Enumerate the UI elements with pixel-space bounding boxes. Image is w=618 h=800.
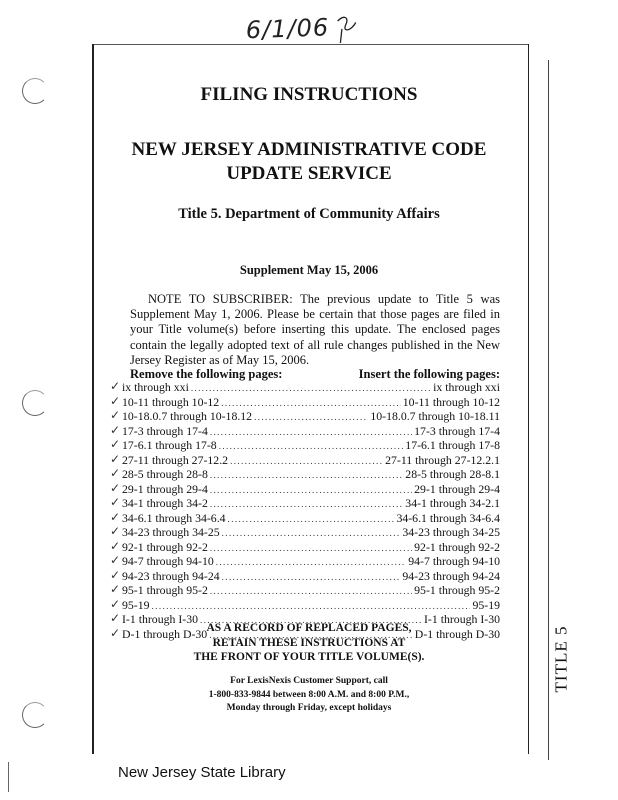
dot-leader [152, 599, 471, 614]
remove-pages: 17-3 through 17-4 [122, 423, 208, 438]
dot-leader [230, 454, 383, 469]
insert-pages: 92-1 through 92-2 [414, 539, 500, 554]
binder-hole-icon [22, 390, 48, 416]
insert-pages: 10-11 through 10-12 [402, 394, 500, 409]
insert-pages: 29-1 through 29-4 [414, 481, 500, 496]
dot-leader [219, 439, 404, 454]
insert-header: Insert the following pages: [358, 367, 500, 381]
list-item [110, 538, 500, 555]
list-item [110, 393, 500, 410]
list-item [110, 495, 500, 511]
checkmark-icon: ✓ [110, 466, 121, 480]
list-item [110, 379, 500, 395]
remove-pages: ix through xxi [122, 380, 189, 394]
insert-pages: D-1 through D-30 [414, 626, 500, 641]
support-line: For LexisNexis Customer Support, call [230, 676, 388, 686]
page-subtitle [92, 138, 526, 186]
list-item [110, 422, 500, 439]
insert-pages: 28-5 through 28-8.1 [405, 467, 500, 481]
list-item [110, 524, 500, 540]
list-item [110, 480, 500, 497]
binder-hole-icon [22, 78, 48, 104]
dot-leader [222, 570, 401, 585]
remove-pages: 34-23 through 34-25 [122, 525, 220, 539]
remove-pages: I-1 through I-30 [122, 612, 199, 626]
insert-pages: 95-1 through 95-2 [414, 583, 500, 597]
title-tab [546, 618, 576, 700]
page-title: FILING INSTRUCTIONS [200, 84, 418, 105]
support-line: 1-800-833-9844 between 8:00 A.M. and 8:00 P.M., [208, 689, 410, 700]
checkmark-icon: ✓ [110, 393, 121, 408]
dot-leader [216, 555, 407, 570]
record-line: THE FRONT OF YOUR TITLE VOLUME(S). [193, 651, 425, 663]
customer-support-info [92, 675, 526, 716]
insert-pages: 17-3 through 17-4 [414, 423, 500, 438]
list-item [110, 466, 500, 482]
department-title: Title 5. Department of Community Affairs [178, 206, 440, 222]
insert-pages: 95-19 [472, 597, 500, 612]
insert-pages: 10-18.0.7 through 10-18.11 [370, 409, 500, 423]
remove-pages: 95-19 [122, 597, 150, 612]
list-item [110, 437, 500, 453]
insert-pages: 17-6.1 through 17-8 [405, 438, 500, 452]
remove-pages: 94-23 through 94-24 [122, 568, 220, 583]
dot-leader [210, 468, 403, 483]
checkmark-icon: ✓ [110, 582, 121, 596]
insert-pages: I-1 through I-30 [423, 612, 500, 626]
list-item [110, 582, 500, 598]
remove-pages: 29-1 through 29-4 [122, 481, 208, 496]
insert-pages: ix through xxi [433, 380, 500, 394]
remove-pages: 10-18.0.7 through 10-18.12 [122, 409, 253, 423]
library-stamp: New Jersey State Library [118, 764, 286, 781]
remove-pages: D-1 through D-30 [122, 626, 208, 641]
dot-leader [210, 541, 412, 556]
list-item [110, 509, 500, 526]
checkmark-icon: ✓ [110, 567, 121, 582]
binder-hole-icon [22, 702, 48, 728]
record-line: AS A RECORD OF REPLACED PAGES, [206, 622, 412, 634]
checkmark-icon: ✓ [110, 495, 121, 509]
insert-pages: 94-23 through 94-24 [402, 568, 500, 583]
checkmark-icon: ✓ [110, 538, 121, 553]
list-item [110, 567, 500, 584]
insert-pages: 34-1 through 34-2.1 [405, 496, 500, 510]
title-tab-label: TITLE 5 [551, 625, 571, 693]
support-line: Monday through Friday, except holidays [226, 703, 392, 713]
dot-leader [210, 584, 412, 599]
checkmark-icon: ✓ [110, 379, 121, 393]
insert-pages: 34-6.1 through 34-6.4 [396, 510, 500, 525]
dot-leader [222, 526, 401, 541]
remove-pages: 92-1 through 92-2 [122, 539, 208, 554]
checkmark-icon: ✓ [110, 524, 121, 538]
remove-pages: 17-6.1 through 17-8 [122, 438, 217, 452]
list-item [110, 553, 500, 569]
list-item [110, 596, 500, 613]
remove-header: Remove the following pages: [130, 367, 283, 381]
remove-pages: 28-5 through 28-8 [122, 467, 208, 481]
dot-leader [221, 396, 401, 411]
checkmark-icon: ✓ [110, 553, 121, 567]
record-notice [92, 621, 526, 665]
supplement-date: Supplement May 15, 2006 [239, 263, 379, 277]
remove-pages: 34-1 through 34-2 [122, 496, 208, 510]
checkmark-icon: ✓ [110, 509, 121, 524]
list-item [110, 408, 500, 424]
handwritten-date-text: 6/1/06 [245, 13, 330, 45]
record-line: RETAIN THESE INSTRUCTIONS AT [212, 636, 406, 649]
subtitle-line-1: NEW JERSEY ADMINISTRATIVE CODE [131, 139, 487, 160]
checkmark-icon: ✓ [110, 625, 121, 640]
insert-pages: 27-11 through 27-12.2.1 [385, 452, 500, 467]
dot-leader [210, 483, 412, 498]
checkmark-icon: ✓ [110, 596, 121, 611]
subtitle-line-2: UPDATE SERVICE [226, 163, 392, 184]
page-replacement-list [110, 379, 500, 641]
dot-leader [254, 410, 368, 425]
remove-pages: 10-11 through 10-12 [122, 394, 220, 409]
dot-leader [191, 381, 431, 396]
checkmark-icon: ✓ [110, 451, 121, 466]
note-to-subscriber: NOTE TO SUBSCRIBER: The previous update to Title 5 was Supplement May 1, 2006. Please be certain that those pages are filed in your Title volume(s) before inserting this update. The enclosed pages contain the legally adopted text of all rule changes published in the New Jersey Register as of May 15, 2006. [130, 292, 500, 367]
insert-pages: 94-7 through 94-10 [408, 554, 500, 568]
remove-pages: 95-1 through 95-2 [122, 583, 208, 597]
insert-pages: 34-23 through 34-25 [402, 525, 500, 539]
dot-leader [228, 512, 395, 527]
remove-pages: 94-7 through 94-10 [122, 554, 214, 568]
checkmark-icon: ✓ [110, 611, 121, 625]
checkmark-icon: ✓ [110, 437, 121, 451]
dot-leader [210, 425, 412, 440]
checkmark-icon: ✓ [110, 422, 121, 437]
list-item [110, 451, 500, 468]
margin-mark [8, 762, 9, 792]
checkmark-icon: ✓ [110, 408, 121, 422]
remove-pages: 34-6.1 through 34-6.4 [122, 510, 226, 525]
remove-pages: 27-11 through 27-12.2 [122, 452, 229, 467]
checkmark-icon: ✓ [110, 480, 121, 495]
dot-leader [210, 497, 403, 512]
